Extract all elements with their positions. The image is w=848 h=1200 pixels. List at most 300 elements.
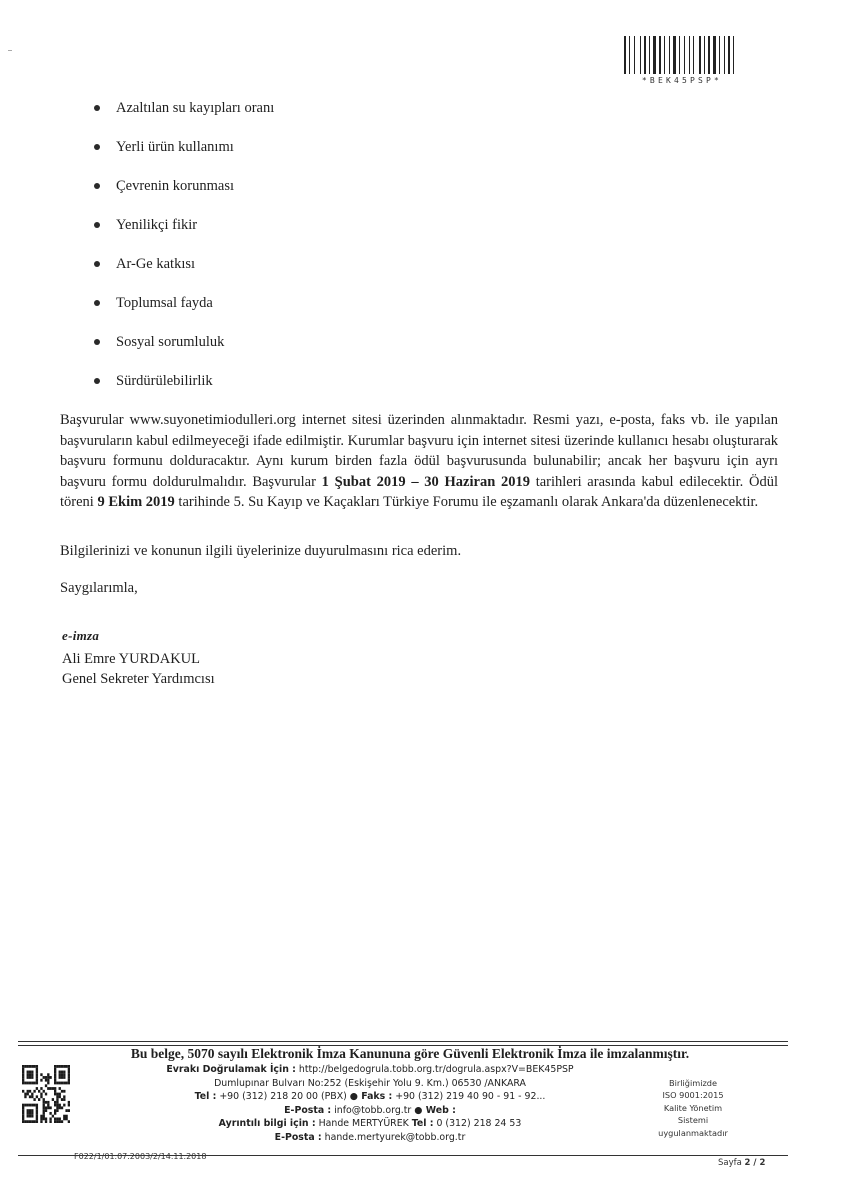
email-label: E-Posta :: [284, 1104, 332, 1116]
qr-module: [61, 1106, 63, 1109]
barcode-bar: [731, 36, 732, 74]
page-number: [718, 1158, 765, 1168]
barcode-bar: [708, 36, 710, 74]
qr-module: [36, 1106, 38, 1109]
qr-module: [31, 1071, 33, 1074]
barcode-bar: [624, 36, 626, 74]
fax-label: Faks :: [357, 1091, 393, 1102]
qr-module: [68, 1065, 70, 1068]
qr-module: [43, 1117, 45, 1120]
list-item: [86, 137, 274, 176]
qr-module: [43, 1106, 45, 1109]
qr-module: [27, 1093, 29, 1096]
barcode-bar: [636, 36, 639, 74]
qr-module: [63, 1065, 65, 1068]
list-item: [86, 332, 274, 371]
qr-module: [40, 1120, 42, 1123]
criteria-item-label: Azaltılan su kayıpları oranı: [116, 100, 275, 116]
qr-module: [47, 1076, 49, 1079]
barcode-bar: [627, 36, 628, 74]
barcode-bar: [662, 36, 663, 74]
qr-module: [31, 1109, 33, 1112]
qr-module: [59, 1104, 61, 1107]
barcode-bar: [669, 36, 670, 74]
qr-module: [22, 1073, 24, 1076]
qr-module: [56, 1065, 58, 1068]
footer-signature-notice: Bu belge, 5070 sayılı Elektronik İmza Kanununa göre Güvenli Elektronik İmza ile imzalanmıştır.: [130, 1046, 690, 1061]
qr-module: [61, 1073, 63, 1076]
list-item: [86, 293, 274, 332]
qr-module: [61, 1071, 63, 1074]
email-value[interactable]: info@tobb.org.tr: [331, 1104, 415, 1116]
qr-module: [31, 1076, 33, 1079]
qr-module: [45, 1109, 47, 1112]
qr-module: [54, 1093, 56, 1096]
qr-module: [27, 1073, 29, 1076]
qr-module: [36, 1109, 38, 1112]
qr-module: [43, 1112, 45, 1115]
qr-module: [45, 1106, 47, 1109]
page-label: Sayfa: [718, 1158, 745, 1168]
qr-module: [59, 1076, 61, 1079]
barcode-bars: [624, 36, 740, 74]
closing-salutation: Saygılarımla,: [60, 580, 138, 596]
qr-module: [59, 1095, 61, 1098]
signer-name: Ali Emre YURDAKUL: [62, 651, 200, 667]
criteria-item-label: Sosyal sorumluluk: [116, 334, 225, 350]
signer-title: Genel Sekreter Yardımcısı: [62, 671, 215, 687]
bullet-icon: ●: [349, 1091, 358, 1102]
qr-module: [36, 1120, 38, 1123]
qr-module: [43, 1104, 45, 1107]
qr-module: [61, 1076, 63, 1079]
quality-line: uygulanmaktadır: [658, 1127, 728, 1138]
barcode-text: *BEK45PSP*: [641, 76, 723, 85]
footer-contact-info: [100, 1063, 640, 1144]
qr-module: [36, 1076, 38, 1079]
qr-module: [36, 1095, 38, 1098]
qr-module: [54, 1068, 56, 1071]
barcode-bar: [689, 36, 690, 74]
quality-line: Kalite Yönetim: [663, 1102, 723, 1113]
barcode-bar: [706, 36, 707, 74]
qr-module: [27, 1115, 29, 1118]
qr-module: [59, 1087, 61, 1090]
qr-module: [36, 1104, 38, 1107]
barcode-bar: [664, 36, 665, 74]
qr-module: [31, 1065, 33, 1068]
qr-module: [63, 1073, 65, 1076]
info-tel-value: 0 (312) 218 24 53: [433, 1118, 522, 1129]
qr-module: [22, 1115, 24, 1118]
qr-module: [49, 1076, 51, 1079]
criteria-item-label: Yerli ürün kullanımı: [116, 139, 234, 155]
barcode-bar: [666, 36, 668, 74]
qr-module: [40, 1115, 42, 1118]
qr-module: [40, 1117, 42, 1120]
qr-module: [27, 1090, 29, 1093]
qr-module: [56, 1106, 58, 1109]
qr-module: [29, 1120, 31, 1123]
qr-module: [31, 1104, 33, 1107]
barcode-bar: [657, 36, 658, 74]
qr-module: [68, 1109, 70, 1112]
qr-module: [63, 1076, 65, 1079]
qr-module: [59, 1106, 61, 1109]
qr-module: [54, 1090, 56, 1093]
paragraph-text: tarihleri arasında kabul edilecektir. Ödül töreni: [60, 473, 778, 511]
qr-module: [31, 1112, 33, 1115]
criteria-item-label: Çevrenin korunması: [116, 178, 234, 194]
qr-module: [22, 1076, 24, 1079]
qr-module: [29, 1095, 31, 1098]
qr-module: [47, 1079, 49, 1082]
qr-module: [40, 1079, 42, 1082]
qr-module: [29, 1115, 31, 1118]
qr-module: [29, 1090, 31, 1093]
bullet-icon: [94, 300, 100, 306]
barcode-bar: [644, 36, 646, 74]
paragraph-text: Başvurular www.suyonetimiodulleri.org internet sitesi üzerinden alınmaktadır. Resmi yazı, e-posta, faks vb. ile yapılan başvuruların kabul edilmeyeceği ifade edilmiştir. Kurumlar başvuru için internet sitesi üzerinde kullanıcı hesabı oluşturarak başvuru formunu dolduracaktır. Aynı kurum birden fazla ödül başvurusunda bulunabilir; ancak her başvuru için ayrı başvuru formu doldurulmalıdır. Başvurular: [60, 412, 778, 490]
barcode-bar: [671, 36, 672, 74]
qr-module: [49, 1106, 51, 1109]
barcode-bar: [691, 36, 692, 74]
qr-module: [22, 1065, 24, 1068]
barcode-bar: [711, 36, 712, 74]
barcode-bar: [733, 36, 734, 74]
bullet-icon: [94, 222, 100, 228]
qr-module: [27, 1104, 29, 1107]
qr-module: [24, 1095, 26, 1098]
criteria-item-label: Yenilikçi fikir: [116, 217, 198, 233]
qr-module: [31, 1115, 33, 1118]
qr-module: [36, 1087, 38, 1090]
footer-divider: [18, 1041, 788, 1042]
form-code: F022/1/01.07.2003/2/14.11.2018: [74, 1152, 207, 1161]
barcode-bar: [735, 36, 736, 74]
qr-module: [29, 1109, 31, 1112]
web-label: Web :: [422, 1104, 456, 1116]
qr-module: [63, 1117, 65, 1120]
verify-line: [100, 1063, 640, 1077]
qr-module: [61, 1082, 63, 1085]
bullet-icon: [94, 144, 100, 150]
qr-module: [56, 1109, 58, 1112]
qr-module: [56, 1082, 58, 1085]
qr-module: [22, 1104, 24, 1107]
scan-mark: [8, 50, 12, 51]
qr-module: [68, 1068, 70, 1071]
qr-module: [54, 1104, 56, 1107]
qr-module: [56, 1120, 58, 1123]
barcode-bar: [640, 36, 641, 74]
qr-module: [63, 1090, 65, 1093]
qr-module: [65, 1082, 67, 1085]
qr-module: [29, 1071, 31, 1074]
qr-module: [27, 1109, 29, 1112]
bullet-icon: [94, 105, 100, 111]
barcode-bar: [721, 36, 723, 74]
qr-module: [56, 1095, 58, 1098]
qr-module: [24, 1093, 26, 1096]
qr-module: [43, 1076, 45, 1079]
qr-module: [54, 1071, 56, 1074]
qr-module: [59, 1082, 61, 1085]
qr-module: [43, 1090, 45, 1093]
qr-module: [24, 1065, 26, 1068]
barcode-bar: [629, 36, 630, 74]
document-barcode: [624, 36, 740, 86]
qr-module: [47, 1104, 49, 1107]
info-value: Hande MERTYÜREK: [315, 1118, 412, 1129]
qr-module: [47, 1106, 49, 1109]
barcode-bar: [702, 36, 703, 74]
criteria-list: [86, 98, 274, 410]
criteria-item-label: Sürdürülebilirlik: [116, 373, 213, 389]
barcode-bar: [717, 36, 718, 74]
qr-module: [54, 1065, 56, 1068]
qr-module: [59, 1065, 61, 1068]
info-tel-label: Tel :: [411, 1118, 434, 1129]
fax-value: +90 (312) 219 40 90 - 91 - 92...: [392, 1091, 546, 1102]
qr-module: [54, 1101, 56, 1104]
qr-module: [36, 1065, 38, 1068]
address-line: Dumlupınar Bulvarı No:252 (Eskişehir Yolu 9. Km.) 06530 /ANKARA: [214, 1077, 526, 1089]
barcode-bar: [704, 36, 705, 74]
barcode-bar: [713, 36, 716, 74]
paragraph-text: tarihinde 5. Su Kayıp ve Kaçakları Türkiye Forumu ile eşzamanlı olarak Ankara'da düzenlenecektir.: [174, 494, 759, 511]
qr-module: [33, 1090, 35, 1093]
qr-module: [47, 1073, 49, 1076]
qr-module: [68, 1073, 70, 1076]
qr-code-icon: [22, 1065, 70, 1123]
qr-module: [31, 1095, 33, 1098]
qr-module: [36, 1115, 38, 1118]
qr-module: [45, 1101, 47, 1104]
qr-module: [68, 1120, 70, 1123]
qr-module: [22, 1120, 24, 1123]
qr-module: [49, 1117, 51, 1120]
barcode-bar: [647, 36, 648, 74]
qr-module: [36, 1079, 38, 1082]
qr-module: [45, 1120, 47, 1123]
bullet-icon: [94, 339, 100, 345]
qr-module: [47, 1101, 49, 1104]
qr-module: [22, 1079, 24, 1082]
application-paragraph: [60, 410, 778, 513]
qr-module: [59, 1071, 61, 1074]
qr-module: [49, 1120, 51, 1123]
qr-module: [47, 1087, 49, 1090]
qr-module: [33, 1098, 35, 1101]
criteria-item-label: Toplumsal fayda: [116, 295, 213, 311]
iso-quality-note: [648, 1077, 738, 1139]
qr-module: [63, 1098, 65, 1101]
qr-module: [63, 1082, 65, 1085]
tel-label: Tel :: [194, 1091, 217, 1102]
contact-line: [100, 1117, 640, 1131]
qr-module: [65, 1065, 67, 1068]
request-paragraph: Bilgilerinizi ve konunun ilgili üyelerinize duyurulmasını rica ederim.: [60, 543, 462, 559]
qr-module: [56, 1101, 58, 1104]
barcode-bar: [649, 36, 650, 74]
qr-module: [54, 1073, 56, 1076]
qr-module: [59, 1073, 61, 1076]
qr-module: [36, 1082, 38, 1085]
qr-module: [68, 1082, 70, 1085]
bullet-icon: [94, 378, 100, 384]
barcode-bar: [724, 36, 725, 74]
qr-module: [22, 1109, 24, 1112]
qr-module: [27, 1076, 29, 1079]
verify-label: Evrakı Doğrulamak İçin :: [166, 1064, 296, 1075]
qr-module: [68, 1101, 70, 1104]
criteria-item-label: Ar-Ge katkısı: [116, 256, 196, 272]
barcode-bar: [699, 36, 701, 74]
qr-module: [59, 1093, 61, 1096]
qr-module: [61, 1090, 63, 1093]
qr-module: [54, 1082, 56, 1085]
qr-module: [52, 1087, 54, 1090]
qr-module: [63, 1095, 65, 1098]
qr-module: [43, 1098, 45, 1101]
qr-module: [61, 1120, 63, 1123]
barcode-bar: [631, 36, 633, 74]
qr-module: [27, 1112, 29, 1115]
qr-module: [52, 1115, 54, 1118]
list-item: [86, 254, 274, 293]
list-item: [86, 371, 274, 410]
qr-module: [40, 1095, 42, 1098]
qr-module: [59, 1120, 61, 1123]
quality-line: ISO 9001:2015: [662, 1090, 724, 1101]
qr-module: [40, 1087, 42, 1090]
qr-module: [22, 1117, 24, 1120]
barcode-bar: [681, 36, 683, 74]
qr-module: [56, 1117, 58, 1120]
qr-module: [22, 1112, 24, 1115]
qr-module: [29, 1073, 31, 1076]
qr-module: [33, 1104, 35, 1107]
qr-module: [36, 1068, 38, 1071]
qr-module: [27, 1065, 29, 1068]
application-date-range: 1 Şubat 2019 – 30 Haziran 2019: [321, 473, 530, 490]
qr-module: [27, 1120, 29, 1123]
qr-module: [24, 1104, 26, 1107]
qr-module: [38, 1098, 40, 1101]
qr-module: [54, 1079, 56, 1082]
qr-module: [56, 1098, 58, 1101]
barcode-bar: [726, 36, 727, 74]
qr-module: [31, 1073, 33, 1076]
qr-module: [33, 1082, 35, 1085]
qr-module: [56, 1093, 58, 1096]
qr-module: [68, 1071, 70, 1074]
qr-module: [56, 1104, 58, 1107]
qr-module: [47, 1082, 49, 1085]
verify-url[interactable]: http://belgedogrula.tobb.org.tr/dogrula.aspx?V=BEK45PSP: [295, 1064, 574, 1075]
qr-module: [65, 1115, 67, 1118]
barcode-bar: [677, 36, 678, 74]
qr-module: [54, 1117, 56, 1120]
qr-module: [59, 1117, 61, 1120]
bullet-icon: [94, 261, 100, 267]
qr-module: [45, 1084, 47, 1087]
qr-module: [29, 1065, 31, 1068]
barcode-bar: [679, 36, 680, 74]
contact-email-value[interactable]: hande.mertyurek@tobb.org.tr: [321, 1131, 466, 1143]
info-label: Ayrıntılı bilgi için :: [218, 1118, 316, 1129]
qr-module: [40, 1073, 42, 1076]
contact-email-label: E-Posta :: [274, 1131, 322, 1143]
barcode-bar: [659, 36, 661, 74]
barcode-bar: [684, 36, 685, 74]
qr-module: [49, 1087, 51, 1090]
barcode-bar: [728, 36, 730, 74]
qr-module: [33, 1065, 35, 1068]
qr-module: [22, 1106, 24, 1109]
e-signature-mark: e-imza: [62, 628, 100, 643]
qr-module: [29, 1104, 31, 1107]
qr-module: [45, 1079, 47, 1082]
contact-email-line: [100, 1131, 640, 1145]
qr-module: [29, 1082, 31, 1085]
qr-module: [45, 1093, 47, 1096]
qr-module: [43, 1109, 45, 1112]
qr-module: [49, 1112, 51, 1115]
qr-module: [68, 1104, 70, 1107]
qr-module: [24, 1120, 26, 1123]
qr-module: [52, 1098, 54, 1101]
ceremony-date: 9 Ekim 2019: [97, 494, 175, 511]
list-item: [86, 98, 274, 137]
qr-module: [38, 1090, 40, 1093]
barcode-bar: [642, 36, 643, 74]
barcode-bar: [719, 36, 720, 74]
barcode-bar: [653, 36, 656, 74]
qr-module: [31, 1082, 33, 1085]
barcode-bar: [634, 36, 635, 74]
qr-module: [45, 1076, 47, 1079]
phone-line: [100, 1090, 640, 1104]
tel-value: +90 (312) 218 20 00 (PBX): [216, 1091, 350, 1102]
list-item: [86, 176, 274, 215]
barcode-bar: [651, 36, 652, 74]
qr-module: [54, 1087, 56, 1090]
quality-line: Birliğimizde: [668, 1078, 718, 1088]
qr-module: [61, 1065, 63, 1068]
qr-module: [65, 1117, 67, 1120]
list-item: [86, 215, 274, 254]
qr-module: [68, 1079, 70, 1082]
bullet-icon: ●: [414, 1104, 423, 1116]
email-line: [100, 1104, 640, 1118]
qr-module: [68, 1076, 70, 1079]
barcode-bar: [673, 36, 676, 74]
bullet-icon: [94, 183, 100, 189]
qr-module: [65, 1109, 67, 1112]
qr-module: [43, 1115, 45, 1118]
qr-module: [54, 1112, 56, 1115]
qr-module: [54, 1076, 56, 1079]
qr-module: [36, 1117, 38, 1120]
qr-module: [22, 1071, 24, 1074]
qr-module: [31, 1120, 33, 1123]
qr-module: [36, 1112, 38, 1115]
qr-module: [29, 1112, 31, 1115]
qr-module: [31, 1093, 33, 1096]
qr-module: [29, 1076, 31, 1079]
